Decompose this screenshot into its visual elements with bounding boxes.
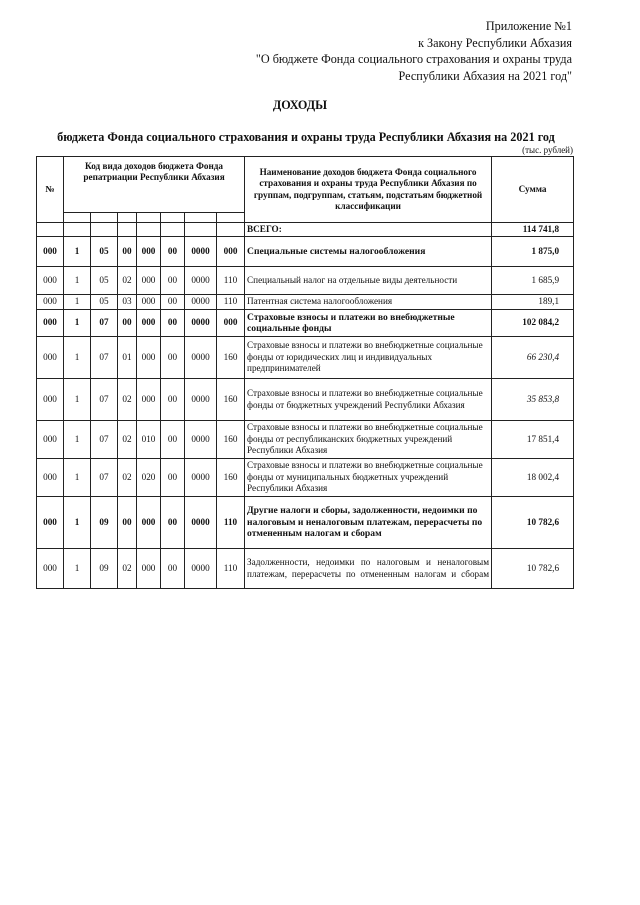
- revenue-name: Специальные системы налогообложения: [245, 237, 492, 267]
- code-cell: 00: [161, 237, 185, 267]
- revenue-sum: 102 084,2: [492, 310, 574, 337]
- code-cell: 1: [64, 337, 91, 379]
- revenue-name: Страховые взносы и платежи во внебюджетные социальные фонды: [245, 310, 492, 337]
- code-cell: 00: [118, 237, 137, 267]
- table-row: [37, 337, 574, 379]
- code-cell: 00: [118, 497, 137, 549]
- code-cell: 0000: [185, 421, 217, 459]
- code-cell: 0000: [185, 549, 217, 589]
- revenue-sum: 10 782,6: [492, 497, 574, 549]
- appendix-line-1: Приложение №1: [485, 19, 572, 33]
- total-value: 114 741,8: [492, 223, 574, 237]
- code-cell: 00: [161, 337, 185, 379]
- revenue-name: Задолженности, недоимки по налоговым и неналоговым платежам, перерасчеты по отмененным налогам и сборам: [245, 549, 492, 589]
- code-cell: 09: [91, 549, 118, 589]
- table-row: [37, 459, 574, 497]
- code-cell: 000: [37, 337, 64, 379]
- revenue-name: Страховые взносы и платежи во внебюджетные социальные фонды от республиканских бюджетных учреждений Республики Абхазия: [245, 421, 492, 459]
- revenue-sum: 10 782,6: [492, 549, 574, 589]
- code-cell: 1: [64, 379, 91, 421]
- revenue-sum: 1 875,0: [492, 237, 574, 267]
- table-row: [37, 497, 574, 549]
- code-cell: 000: [137, 267, 161, 295]
- code-cell: 000: [37, 295, 64, 310]
- revenue-sum: 189,1: [492, 295, 574, 310]
- code-cell: 00: [118, 310, 137, 337]
- code-cell: 00: [161, 459, 185, 497]
- code-cell: 07: [91, 379, 118, 421]
- code-cell: 000: [137, 337, 161, 379]
- code-cell: 000: [137, 237, 161, 267]
- revenue-sum: 35 853,8: [492, 379, 574, 421]
- table-row: [37, 310, 574, 337]
- revenue-name: Страховые взносы и платежи во внебюджетные социальные фонды от юридических лиц и индивидуальных предпринимателей: [245, 337, 492, 379]
- units-note: (тыс. рублей): [522, 145, 573, 155]
- code-cell: 1: [64, 421, 91, 459]
- code-cell: 000: [37, 459, 64, 497]
- code-cell: 02: [118, 549, 137, 589]
- code-cell: 000: [137, 379, 161, 421]
- code-cell: 000: [37, 421, 64, 459]
- document-title: ДОХОДЫ: [272, 98, 328, 112]
- code-cell: 000: [37, 379, 64, 421]
- code-cell: 02: [118, 421, 137, 459]
- code-cell: 000: [37, 497, 64, 549]
- revenue-name: Страховые взносы и платежи во внебюджетные социальные фонды от бюджетных учреждений Республики Абхазия: [245, 379, 492, 421]
- code-cell: 1: [64, 549, 91, 589]
- code-cell: 0000: [185, 267, 217, 295]
- code-cell: 160: [217, 337, 245, 379]
- col-header-sum: Сумма: [492, 157, 574, 223]
- code-cell: 0000: [185, 310, 217, 337]
- table-row: [37, 421, 574, 459]
- table-row: [37, 295, 574, 310]
- code-cell: 07: [91, 459, 118, 497]
- code-cell: 0000: [185, 295, 217, 310]
- code-cell: 0000: [185, 497, 217, 549]
- code-cell: 0000: [185, 337, 217, 379]
- code-cell: 02: [118, 459, 137, 497]
- code-cell: 000: [137, 497, 161, 549]
- code-cell: 0000: [185, 379, 217, 421]
- table-header-row: [37, 157, 574, 213]
- table-row: [37, 379, 574, 421]
- document-subtitle: бюджета Фонда социального страхования и охраны труда Республики Абхазия на 2021 год: [57, 130, 555, 144]
- code-cell: 000: [137, 295, 161, 310]
- revenue-sum: 17 851,4: [492, 421, 574, 459]
- code-cell: 1: [64, 295, 91, 310]
- code-cell: 00: [161, 379, 185, 421]
- code-cell: 00: [161, 295, 185, 310]
- appendix-line-2: к Закону Республики Абхазия: [418, 35, 572, 50]
- code-cell: 000: [137, 549, 161, 589]
- code-cell: 01: [118, 337, 137, 379]
- table-row: [37, 267, 574, 295]
- col-header-name: Наименование доходов бюджета Фонда социального страхования и охраны труда Республики Абхазия по группам, подгруппам, статьям, подстатьям бюджетной классификации: [245, 157, 492, 223]
- revenue-sum: 1 685,9: [492, 267, 574, 295]
- code-cell: 1: [64, 459, 91, 497]
- code-cell: 010: [137, 421, 161, 459]
- revenue-name: Патентная система налогообложения: [245, 295, 492, 310]
- code-cell: 05: [91, 295, 118, 310]
- total-row: [37, 223, 574, 237]
- code-cell: 00: [161, 310, 185, 337]
- code-cell: 05: [91, 237, 118, 267]
- code-cell: 03: [118, 295, 137, 310]
- revenue-table: [36, 156, 574, 589]
- code-cell: 000: [137, 310, 161, 337]
- code-cell: 160: [217, 459, 245, 497]
- appendix-line-3: "О бюджете Фонда социального страхования и охраны труда: [255, 52, 572, 66]
- code-cell: 02: [118, 379, 137, 421]
- code-cell: 07: [91, 310, 118, 337]
- code-cell: 00: [161, 549, 185, 589]
- code-cell: 1: [64, 237, 91, 267]
- code-cell: 000: [217, 310, 245, 337]
- code-cell: 000: [37, 549, 64, 589]
- col-header-number: №: [37, 157, 64, 223]
- revenue-name: Специальный налог на отдельные виды деятельности: [245, 267, 492, 295]
- code-cell: 020: [137, 459, 161, 497]
- code-cell: 000: [217, 237, 245, 267]
- total-label: ВСЕГО:: [245, 223, 492, 237]
- table-row: [37, 549, 574, 589]
- code-cell: 0000: [185, 237, 217, 267]
- code-cell: 02: [118, 267, 137, 295]
- code-cell: 00: [161, 421, 185, 459]
- code-cell: 07: [91, 337, 118, 379]
- code-cell: 110: [217, 549, 245, 589]
- code-cell: 110: [217, 267, 245, 295]
- code-cell: 00: [161, 497, 185, 549]
- code-cell: 160: [217, 421, 245, 459]
- col-header-code: Код вида доходов бюджета Фонда репатриации Республики Абхазия: [64, 157, 245, 213]
- revenue-name: Другие налоги и сборы, задолженности, недоимки по налоговым и неналоговым платежам, перерасчеты по отмененным налогам и сборам: [245, 497, 492, 549]
- appendix-line-4: Республики Абхазия на 2021 год": [398, 68, 572, 83]
- revenue-sum: 18 002,4: [492, 459, 574, 497]
- revenue-name: Страховые взносы и платежи во внебюджетные социальные фонды от муниципальных бюджетных учреждений Республики Абхазия: [245, 459, 492, 497]
- revenue-sum: 66 230,4: [492, 337, 574, 379]
- code-cell: 09: [91, 497, 118, 549]
- appendix-block: [256, 18, 572, 84]
- code-cell: 160: [217, 379, 245, 421]
- code-cell: 0000: [185, 459, 217, 497]
- code-cell: 000: [37, 310, 64, 337]
- code-cell: 110: [217, 497, 245, 549]
- code-cell: 1: [64, 497, 91, 549]
- code-cell: 1: [64, 310, 91, 337]
- code-cell: 1: [64, 267, 91, 295]
- code-cell: 110: [217, 295, 245, 310]
- code-cell: 07: [91, 421, 118, 459]
- code-cell: 000: [37, 237, 64, 267]
- code-cell: 00: [161, 267, 185, 295]
- code-cell: 000: [37, 267, 64, 295]
- code-cell: 05: [91, 267, 118, 295]
- table-row: [37, 237, 574, 267]
